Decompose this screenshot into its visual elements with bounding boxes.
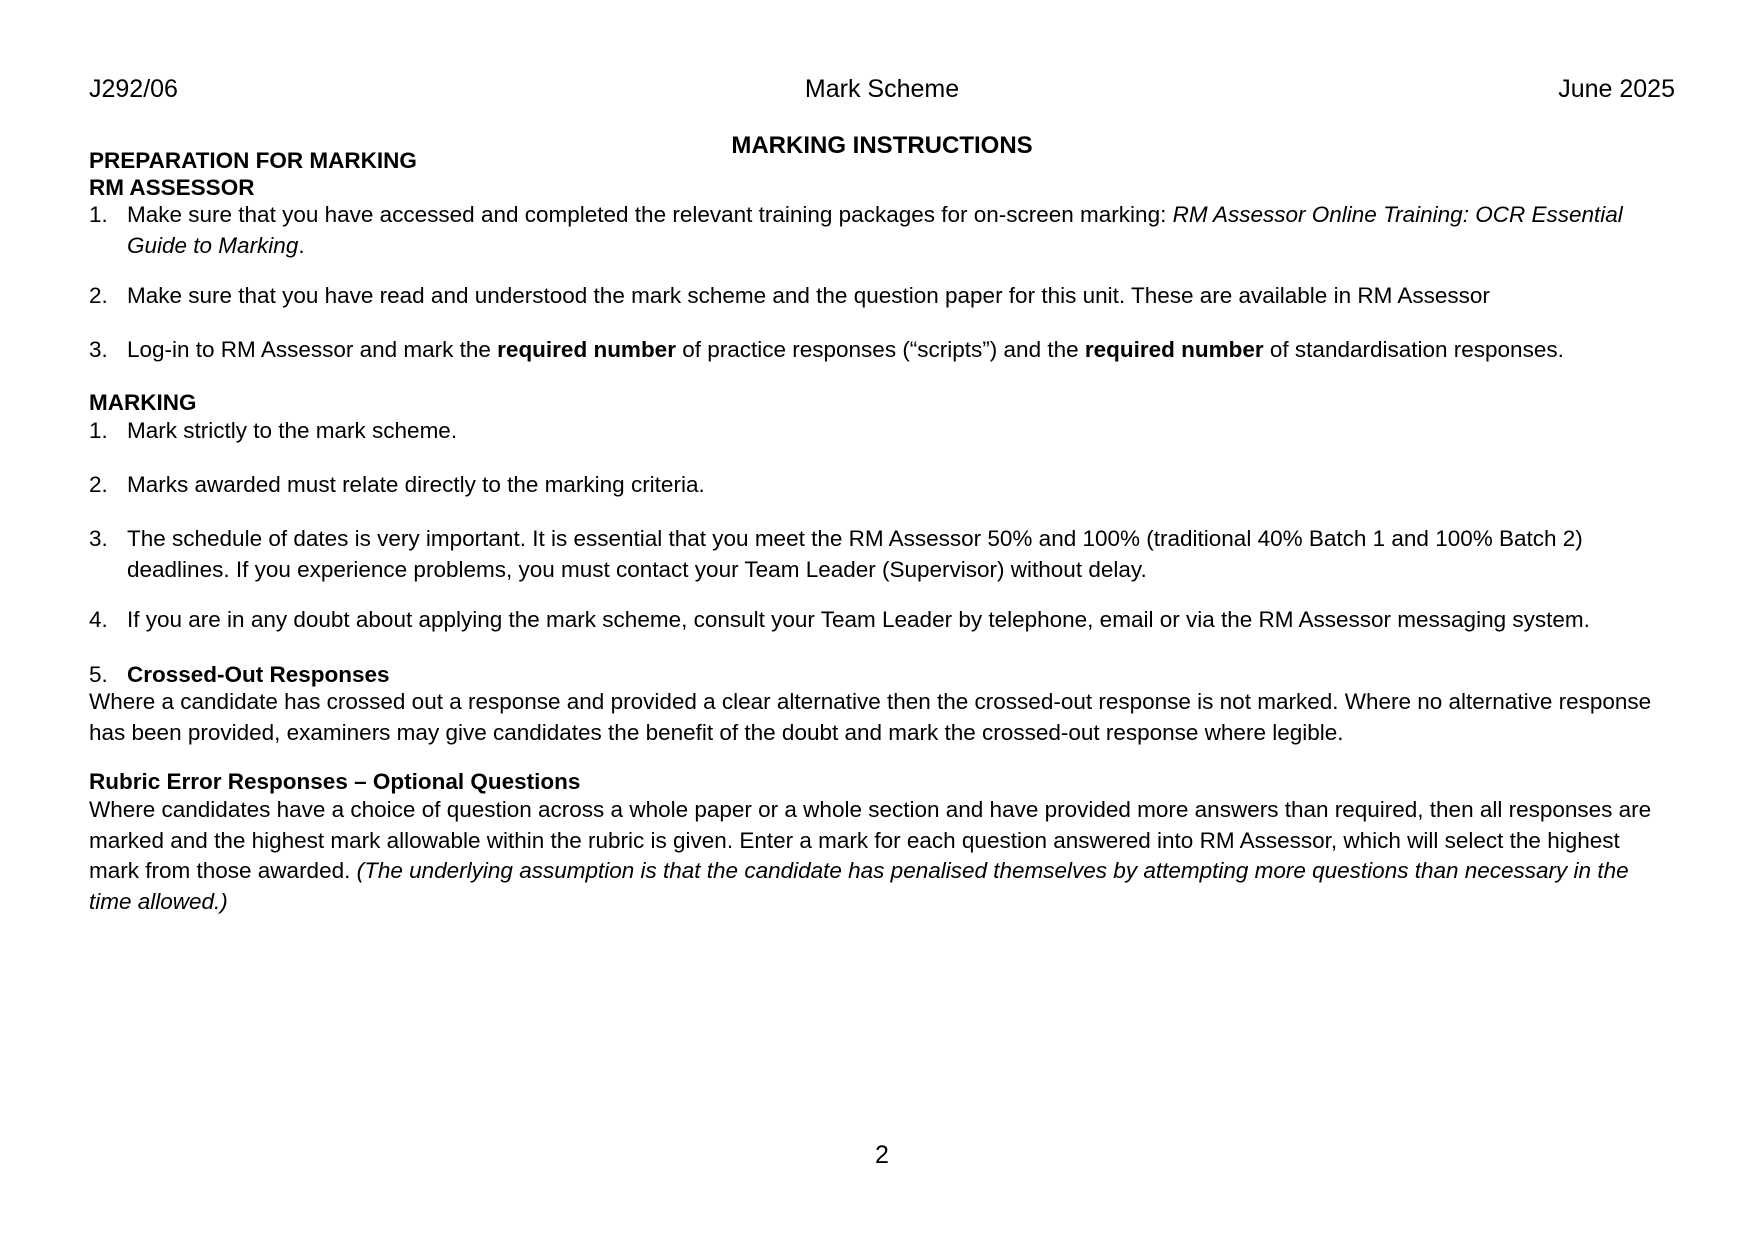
rubric-paragraph [89,795,1675,917]
text-run: . [298,232,305,258]
marking-item-2 [89,470,1675,501]
list-number: 4. [89,607,108,632]
crossed-out-paragraph: Where a candidate has crossed out a response and provided a clear alternative then the crossed-out response is not marked. Where no alternative response has been provided, examiners may give candidates the benefit of the doubt and mark the crossed-out response where legible. [89,689,1652,745]
header-paper-code: J292/06 [89,75,178,103]
preparation-item-3 [89,335,1675,366]
preparation-heading: PREPARATION FOR MARKING [89,148,417,173]
list-number: 5. [89,662,108,687]
text-run: Log-in to RM Assessor and mark the [127,337,498,362]
header-date: June 2025 [1558,75,1675,103]
list-number: 1. [89,202,108,227]
list-number: 2. [89,472,108,497]
text-run: of practice responses (“scripts”) and the [675,337,1085,362]
marking-item-3 [89,524,1675,585]
list-item-text [127,335,1675,366]
rubric-heading: Rubric Error Responses – Optional Questions [89,769,581,794]
list-item-text: Make sure that you have read and understood the mark scheme and the question paper for this unit. These are available in RM Assessor [127,283,1490,308]
list-number: 2. [89,283,108,308]
list-item-text: If you are in any doubt about applying the mark scheme, consult your Team Leader by telephone, email or via the RM Assessor messaging system. [127,607,1590,632]
marking-heading: MARKING [89,390,197,415]
training-reference: RM Assessor Online Training: OCR Essential Guide to Marking [127,202,1623,258]
marking-item-4 [89,605,1675,636]
text-run: Make sure that you have accessed and completed the relevant training packages for on-screen marking: [127,202,1173,227]
rubric-assumption-note: (The underlying assumption is that the candidate has penalised themselves by attempting more questions than necessary in the time allowed.) [89,858,1629,914]
list-item-text [127,200,1675,261]
list-number: 1. [89,418,108,443]
list-number: 3. [89,526,108,551]
emphasis-text: required number [497,337,676,362]
page-number: 2 [875,1141,889,1169]
list-item-text: Marks awarded must relate directly to the marking criteria. [127,472,705,497]
page-title: MARKING INSTRUCTIONS [731,132,1033,159]
text-run: Where candidates have a choice of question across a whole paper or a whole section and have provided more answers than required, then all responses are marked and the highest mark allowable within the rubric is given. Enter a mark for each question answered into RM Assessor, which will select the highest mark from those awarded. [89,797,1652,883]
list-item-text: Mark strictly to the mark scheme. [127,418,458,443]
marking-item-1 [89,416,1675,447]
list-item-text: The schedule of dates is very important. It is essential that you meet the RM Assessor 50% and 100% (traditional 40% Batch 1 and 100% Batch 2) deadlines. If you experience problems, you must contact your Team Leader (Supervisor) without delay. [127,526,1583,582]
preparation-item-2 [89,281,1675,312]
list-number: 3. [89,337,108,362]
header-document-type: Mark Scheme [804,75,960,103]
text-run: of standardisation responses. [1263,337,1564,362]
document-page [89,0,1675,1241]
marking-item-5 [89,660,1675,691]
rm-assessor-subheading: RM ASSESSOR [89,175,255,200]
preparation-item-1 [89,200,1675,261]
emphasis-text: required number [1084,337,1264,362]
crossed-out-heading: Crossed-Out Responses [127,662,390,687]
